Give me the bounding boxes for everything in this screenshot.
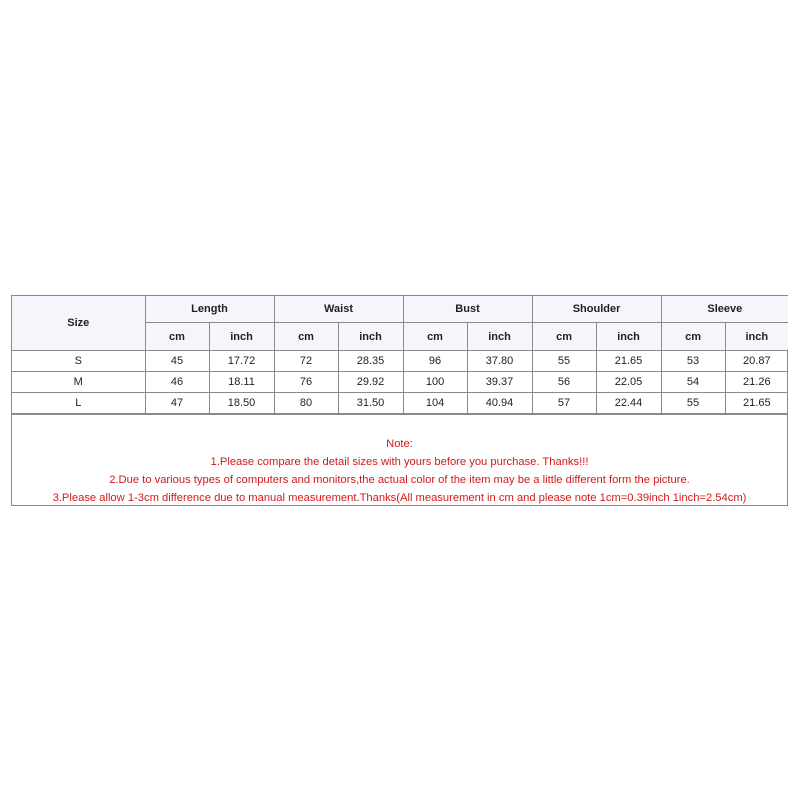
note-line: 1.Please compare the detail sizes with yours before you purchase. Thanks!!! [210,456,589,468]
table-cell: 53 [661,351,725,372]
unit-header: inch [338,323,403,351]
table-row [12,351,788,372]
table-cell: 31.50 [338,393,403,414]
table-cell: 21.65 [725,393,788,414]
table-cell: 22.05 [596,372,661,393]
notes-section [12,414,787,507]
table-cell: 55 [661,393,725,414]
table-cell: 45 [145,351,209,372]
table-cell: 80 [274,393,338,414]
table-cell: 46 [145,372,209,393]
note-title: Note: [386,438,413,450]
size-column-header: Size [12,296,145,351]
table-cell: 56 [532,372,596,393]
table-cell: 72 [274,351,338,372]
table-cell: 22.44 [596,393,661,414]
unit-header: inch [725,323,788,351]
table-cell: 29.92 [338,372,403,393]
size-cell: S [12,351,145,372]
table-cell: 54 [661,372,725,393]
note-line: 3.Please allow 1-3cm difference due to manual measurement.Thanks(All measurement in cm and please note 1cm=0.39inch 1inch=2.54cm) [52,492,747,504]
column-header-row [12,296,788,323]
table-cell: 17.72 [209,351,274,372]
unit-header: cm [403,323,467,351]
sleeve-header: Sleeve [661,296,788,323]
unit-header: inch [467,323,532,351]
table-cell: 76 [274,372,338,393]
table-cell: 21.26 [725,372,788,393]
table-cell: 96 [403,351,467,372]
length-header: Length [145,296,274,323]
table-cell: 104 [403,393,467,414]
waist-header: Waist [274,296,403,323]
table-cell: 37.80 [467,351,532,372]
table-cell: 28.35 [338,351,403,372]
size-cell: L [12,393,145,414]
shoulder-header: Shoulder [532,296,661,323]
unit-header: inch [596,323,661,351]
table-row [12,393,788,414]
unit-header: cm [274,323,338,351]
table-cell: 47 [145,393,209,414]
unit-header: cm [661,323,725,351]
table-row [12,372,788,393]
table-cell: 40.94 [467,393,532,414]
table-cell: 21.65 [596,351,661,372]
table-cell: 18.11 [209,372,274,393]
table-cell: 57 [532,393,596,414]
table-cell: 18.50 [209,393,274,414]
unit-header: cm [532,323,596,351]
unit-header: inch [209,323,274,351]
size-cell: M [12,372,145,393]
size-table [12,296,788,414]
table-cell: 100 [403,372,467,393]
bust-header: Bust [403,296,532,323]
note-line: 2.Due to various types of computers and monitors,the actual color of the item may be a little different form the picture. [109,474,690,486]
size-chart [11,295,788,506]
table-cell: 39.37 [467,372,532,393]
unit-header: cm [145,323,209,351]
table-cell: 55 [532,351,596,372]
table-cell: 20.87 [725,351,788,372]
